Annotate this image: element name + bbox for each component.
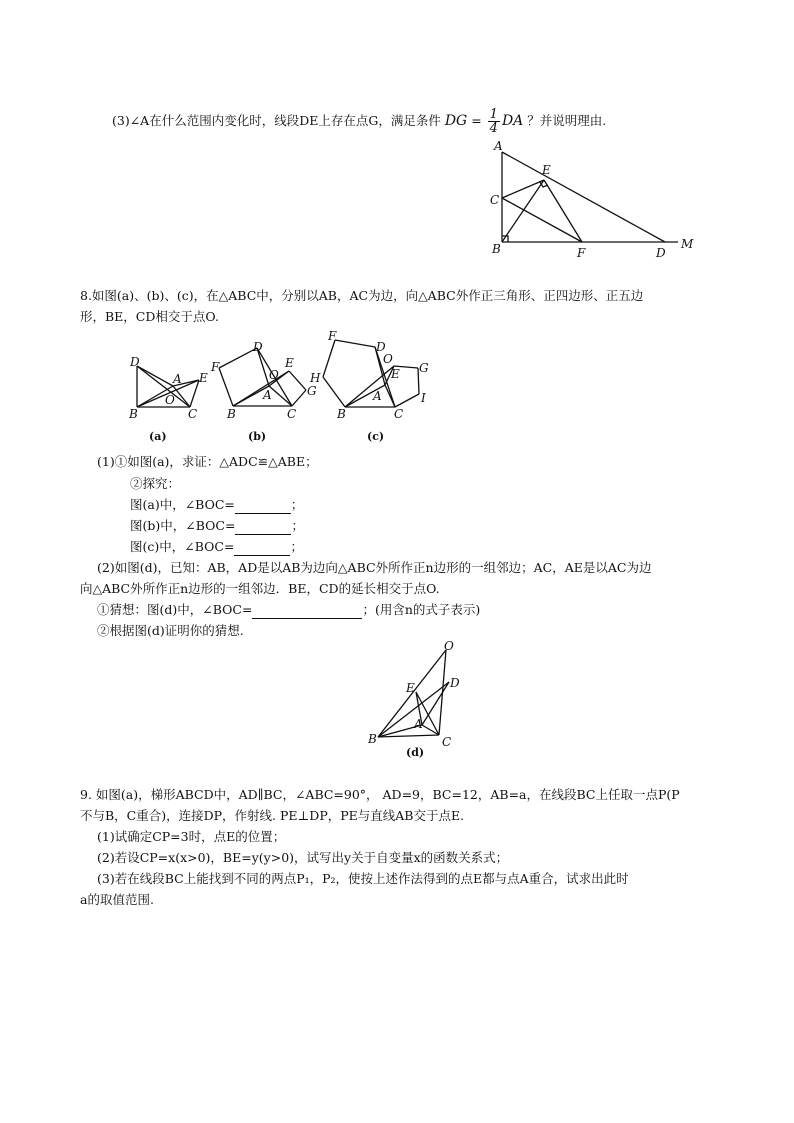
fig7-label-m: M [681,237,694,251]
fig7-label-d: D [656,246,666,260]
fig8b-label-f: F [211,360,220,374]
fig8a-label-b: B [129,407,138,421]
fig8c-label-f: F [328,329,337,343]
q9-p2: (2)若设CP=x(x>0)，BE=y(y>0)，试写出y关于自变量x的函数关系式； [97,850,509,865]
q8-p1-b-semi: ； [291,518,304,533]
fig7-label-c: C [490,193,500,207]
q8-p1-b-label: 图(b)中，∠BOC= [130,518,236,533]
fig8a-label-e: E [199,371,208,385]
q9-line1: 9. 如图(a)，梯形ABCD中，AD∥BC，∠ABC=90°， AD=9，BC=12，AB=a，在线段BC上任取一点P(P [80,787,680,802]
answer-blank-a[interactable] [235,496,291,514]
fig8b-label-c: C [287,407,297,421]
q8-p2-guess-tail: ；(用含n的式子表示) [362,602,481,617]
q9-p3-line2: a的取值范围. [80,892,154,907]
q8-p1-a-label: 图(a)中，∠BOC= [130,497,235,512]
fraction-numerator: 1 [489,107,498,122]
q8-line1: 8.如图(a)、(b)、(c)，在△ABC中，分别以AB，AC为边，向△ABC外作正三角形、正四边形、正五边 [80,288,644,303]
formula-fraction [488,108,500,135]
q8-p1-b-line [130,517,770,535]
fig8c-label-o: O [383,352,393,366]
q9-p3-line1: (3)若在线段BC上能找到不同的两点P₁，P₂，使按上述作法得到的点E都与点A重合，试求出此时 [97,871,629,886]
q9-p1: (1)试确定CP=3时，点E的位置； [97,829,286,844]
fig8c-label-a: A [373,389,382,403]
fig8b-label-d: D [253,340,263,354]
fig7-label-a: A [494,139,503,153]
fig8a [125,350,215,450]
q8-p1-c-line [130,538,770,556]
q8-p1-c-label: 图(c)中，∠BOC= [130,539,235,554]
fig8b-caption: (b) [248,430,267,443]
answer-blank-guess[interactable] [252,601,362,619]
fig7-label-b: B [492,242,501,256]
fraction-denominator: 4 [489,121,498,136]
fig8c-label-c: C [394,407,404,421]
q8-p2-line2: 向△ABC外所作正n边形的一组邻边．BE，CD的延长相交于点O. [80,581,440,596]
fig8c [310,329,435,443]
fig8b-label-e: E [285,356,294,370]
q8-p2-line1: (2)如图(d)，已知：AB，AD是以AB为边向△ABC外所作正n边形的一组邻边；AC，AE是以AC为边 [97,560,652,575]
fig8c-label-b: B [337,407,346,421]
fig8d-caption: (d) [406,746,425,759]
fig8c-caption: (c) [367,430,385,443]
q8-p1-a-line [130,496,770,514]
q9-line2: 不与B，C重合)，连接DP，作射线. PE⊥DP，PE与直线AB交于点E. [80,808,465,823]
fig8b-label-o: O [269,368,279,382]
fig8d [366,640,476,760]
fig8a-label-c: C [188,407,198,421]
fig8c-label-h: H [310,371,321,385]
fig8c-label-g: G [419,361,429,375]
fig7-label-f: F [577,246,586,260]
q8-p2-prove: ②根据图(d)证明你的猜想. [97,623,244,638]
fig8c-label-d: D [376,340,386,354]
fig8d-label-d: D [450,676,460,690]
q8-p2-guess-line [97,601,737,619]
q8-p1-2: ②探究： [130,476,181,491]
fig8b-label-a: A [263,388,272,402]
fig8b-label-g: G [307,384,317,398]
fig8d-label-e: E [406,681,415,695]
answer-blank-c[interactable] [234,538,290,556]
fig8a-label-o: O [165,393,175,407]
answer-blank-b[interactable] [235,517,291,535]
q8-p1-a-semi: ； [290,497,304,512]
q8-line2: 形，BE，CD相交于点O. [80,309,219,324]
q8-p1-c-semi: ； [290,539,303,554]
q8-p1-1: (1)①如图(a)，求证：△ADC≌△ABE； [97,454,318,469]
fig8d-label-o: O [444,639,454,653]
q7-figure [480,140,710,260]
fig8a-label-a: A [173,372,182,386]
fig8d-label-a: A [414,717,423,731]
formula-rhs: DA [501,113,524,129]
fig8a-caption: (a) [149,430,167,443]
formula-eq: = [467,113,486,128]
q7-part3-text: (3)∠A在什么范围内变化时，线段DE上存在点G，满足条件 [112,113,441,128]
fig8c-label-e: E [391,367,400,381]
q7-part3-tail: ？并说明理由. [527,113,607,128]
formula-lhs: DG [444,113,468,129]
fig7-label-e: E [542,163,551,177]
fig8a-label-d: D [130,355,140,369]
q8-p2-guess: ①猜想：图(d)中，∠BOC= [97,602,253,617]
q7-part3-line [112,108,752,135]
fig8b [205,335,317,443]
fig8b-label-b: B [227,407,236,421]
fig8d-label-c: C [442,735,452,749]
fig8d-label-b: B [368,732,377,746]
fig8c-label-i: I [421,391,426,405]
